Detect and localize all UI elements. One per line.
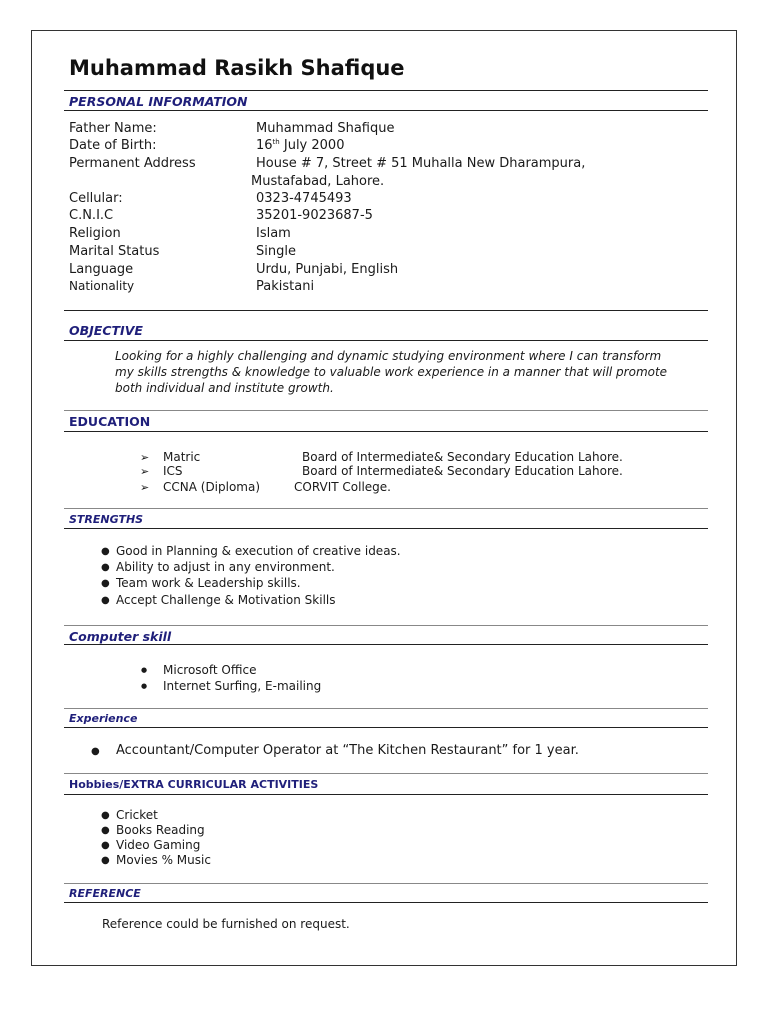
bullet-icon: ● (101, 562, 110, 573)
divider (64, 410, 708, 411)
bullet-icon: ● (101, 825, 110, 836)
strength-item: Ability to adjust in any environment. (116, 560, 335, 574)
address-line-1: House # 7, Street # 51 Muhalla New Dharampura, (256, 156, 586, 171)
bullet-icon: ● (101, 840, 110, 851)
arrow-bullet-icon: ➢ (140, 451, 150, 464)
section-heading-reference: REFERENCE (69, 887, 141, 900)
education-degree: ICS (163, 464, 183, 478)
father-name-value: Muhammad Shafique (256, 121, 395, 136)
strength-item: Accept Challenge & Motivation Skills (116, 593, 336, 607)
section-heading-computer-skill: Computer skill (69, 629, 172, 644)
nationality-label: Nationality (69, 279, 135, 293)
divider (64, 528, 708, 529)
religion-value: Islam (256, 226, 291, 241)
bullet-icon: ● (101, 546, 110, 557)
address-label: Permanent Address (69, 156, 196, 171)
arrow-bullet-icon: ➢ (140, 481, 150, 494)
divider (64, 340, 708, 341)
education-degree: CCNA (Diploma) (163, 480, 261, 494)
objective-line-1: Looking for a highly challenging and dynamic studying environment where I can transform (115, 349, 662, 363)
bullet-icon: ● (101, 810, 110, 821)
divider (64, 431, 708, 432)
section-heading-experience: Experience (69, 712, 138, 725)
section-heading-strengths: STRENGTHS (69, 513, 144, 526)
cnic-label: C.N.I.C (69, 208, 114, 223)
cellular-label: Cellular: (69, 191, 123, 206)
divider (64, 110, 708, 111)
language-value: Urdu, Punjabi, English (256, 262, 399, 277)
divider (64, 883, 708, 884)
father-name-label: Father Name: (69, 121, 157, 136)
strength-item: Team work & Leadership skills. (116, 576, 301, 590)
bullet-icon: ● (91, 746, 100, 757)
divider (64, 625, 708, 626)
arrow-bullet-icon: ➢ (140, 465, 150, 478)
divider (64, 310, 708, 311)
objective-line-2: my skills strengths & knowledge to valuable work experience in a manner that will promote (115, 365, 668, 379)
section-heading-education: EDUCATION (69, 414, 151, 429)
nationality-value: Pakistani (256, 279, 315, 294)
marital-status-label: Marital Status (69, 244, 160, 259)
hobby-item: Books Reading (116, 823, 205, 837)
cnic-value: 35201-9023687-5 (256, 208, 373, 223)
hobby-item: Movies % Music (116, 853, 211, 867)
resume-name: Muhammad Rasikh Shafique (69, 56, 405, 80)
divider (64, 644, 708, 645)
section-heading-objective: OBJECTIVE (69, 323, 143, 338)
bullet-icon: ● (141, 666, 148, 674)
strength-item: Good in Planning & execution of creative ideas. (116, 544, 401, 558)
reference-text: Reference could be furnished on request. (102, 917, 350, 931)
education-institute: Board of Intermediate& Secondary Education Lahore. (302, 464, 623, 478)
divider (64, 773, 708, 774)
section-heading-hobbies: Hobbies/EXTRA CURRICULAR ACTIVITIES (69, 778, 319, 791)
marital-status-value: Single (256, 244, 296, 259)
education-institute: CORVIT College. (294, 480, 391, 494)
dob-value: 16th July 2000 (256, 138, 345, 153)
bullet-icon: ● (101, 855, 110, 866)
divider (64, 727, 708, 728)
objective-line-3: both individual and institute growth. (115, 381, 334, 395)
bullet-icon: ● (141, 682, 148, 690)
divider (64, 708, 708, 709)
divider (64, 794, 708, 795)
education-degree: Matric (163, 450, 201, 464)
divider (64, 90, 708, 91)
cellular-value: 0323-4745493 (256, 191, 352, 206)
computer-skill-item: Internet Surfing, E-mailing (163, 679, 322, 693)
language-label: Language (69, 262, 134, 277)
hobby-item: Cricket (116, 808, 158, 822)
bullet-icon: ● (101, 595, 110, 606)
education-institute: Board of Intermediate& Secondary Education Lahore. (302, 450, 623, 464)
computer-skill-item: Microsoft Office (163, 663, 257, 677)
divider (64, 508, 708, 509)
experience-item: Accountant/Computer Operator at “The Kitchen Restaurant” for 1 year. (116, 743, 579, 758)
religion-label: Religion (69, 226, 121, 241)
address-line-2: Mustafabad, Lahore. (251, 174, 385, 189)
hobby-item: Video Gaming (116, 838, 201, 852)
dob-label: Date of Birth: (69, 138, 157, 153)
divider (64, 902, 708, 903)
section-heading-personal: PERSONAL INFORMATION (69, 94, 248, 109)
bullet-icon: ● (101, 578, 110, 589)
